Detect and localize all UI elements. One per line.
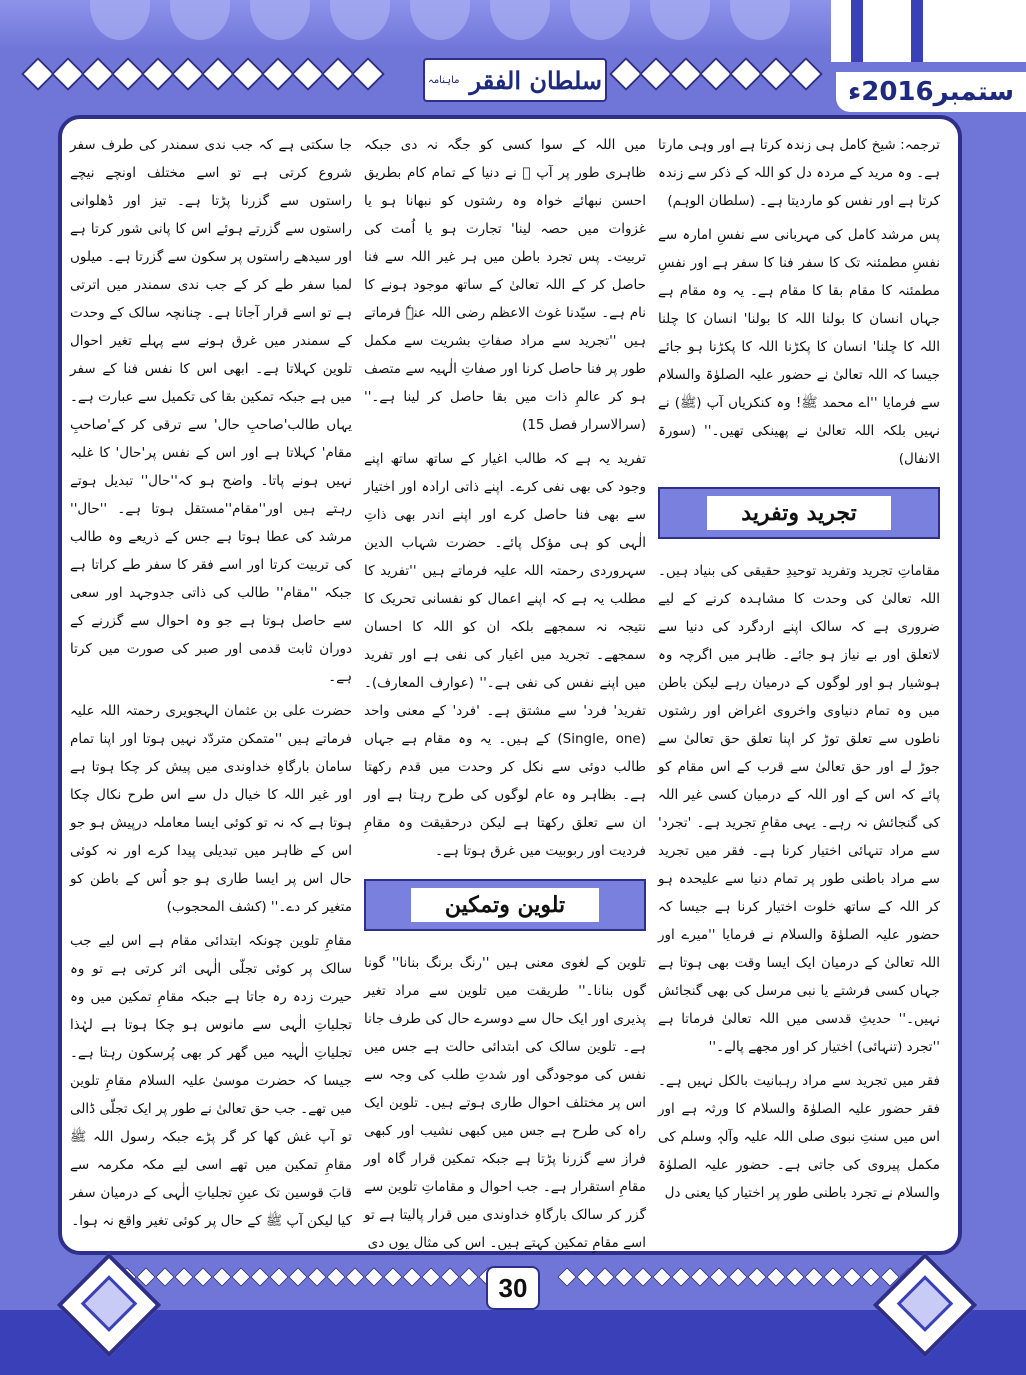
flower-petal-ornament: [250, 0, 310, 40]
small-diamond-icon: [671, 1267, 691, 1287]
small-diamond-icon: [440, 1267, 460, 1287]
section-heading: تلوین وتمکین: [411, 888, 599, 922]
small-diamond-row: [560, 1270, 935, 1284]
paragraph: مقاماتِ تجرید وتفرید توحیدِ حقیقی کی بنیاد ہیں۔ اللہ تعالیٰ کی وحدت کا مشاہدہ کرنے کے لیے ضروری ہے کہ سالک اپنے اردگرد کی دنیا سے لاتعلق اور بے نیاز ہو جائے۔ ظاہر میں اگرچہ وہ ہوشیار ہو اور لوگوں کے درمیان رہے لیکن باطن میں وہ تمام دنیاوی واخروی اغراض اور رشتوں ناطوں سے تعلق توڑ کر اپنا تعلق حق تعالیٰ سے جوڑ لے اور حق تعالیٰ سے قرب کے اس مقام کو پائے کہ اس کے اور اللہ کے درمیان کسی غیر اللہ کی گنجائش نہ رہے۔ یہی مقامِ تجرید ہے۔ 'تجرد' سے مراد تنہائی اختیار کرنا ہے۔ فقر میں تجرید سے مراد باطنی طور پر تمام دنیا سے علیحدہ ہو کر اللہ کے ساتھ خلوت اختیار کرنا ہے جیسا کہ حضور علیہ الصلوٰۃ والسلام نے فرمایا ''میرے اور اللہ تعالیٰ کے درمیان ایک ایسا وقت بھی ہوتا ہے جہاں کسی فرشتے یا نبی مرسل کی بھی گنجائش نہیں۔'' حدیثِ قدسی میں اللہ تعالیٰ فرماتا ہے ''تجرد (تنہائی) اختیار کر اور مجھے پالے۔'': [658, 563, 940, 1055]
small-diamond-icon: [231, 1267, 251, 1287]
flower-petal-ornament: [330, 0, 390, 40]
small-diamond-icon: [614, 1267, 634, 1287]
small-diamond-icon: [307, 1267, 327, 1287]
diamond-icon: [51, 57, 85, 91]
diamond-ornament-row-right: [614, 62, 818, 86]
diamond-icon: [669, 57, 703, 91]
flower-petal-ornament: [650, 0, 710, 40]
page-number: 30: [486, 1266, 540, 1310]
diamond-icon: [81, 57, 115, 91]
diamond-icon: [609, 57, 643, 91]
paragraph: حضرت علی بن عثمان الہجویری رحمتہ اللہ علیہ فرماتے ہیں ''متمکن متردّد نہیں ہوتا اور اپنا تمام سامان بارگاہِ خداوندی میں پیش کر چکا ہوتا ہے اور غیر اللہ کا خیال دل سے اس طرح نکال چکا ہوتا ہے کہ نہ تو کوئی ایسا معاملہ درپیش ہو جو اس کے ظاہر میں تبدیلی پیدا کرے اور نہ کوئی حال اس پر ایسا طاری ہو جو اُس کے باطن کو متغیر کر دے۔'' (کشف المحجوب): [70, 703, 352, 915]
diamond-icon: [729, 57, 763, 91]
logo-title: سلطان الفقر: [469, 65, 603, 95]
text-column-middle: [364, 131, 646, 1251]
diamond-icon: [351, 57, 385, 91]
paragraph: فقر میں تجرید سے مراد رہبانیت بالکل نہیں ہے۔ فقر حضور علیہ الصلوٰۃ والسلام کا ورثہ ہے اور اس میں سنتِ نبوی صلی اللہ علیہ وآلہٖ وسلم کی مکمل پیروی کی جاتی ہے۔ حضور علیہ الصلوٰۃ والسلام نے تجرد باطنی طور پر اختیار کیا یعنی دل: [658, 1073, 940, 1201]
diamond-icon: [639, 57, 673, 91]
small-diamond-icon: [576, 1267, 596, 1287]
small-diamond-icon: [383, 1267, 403, 1287]
small-diamond-icon: [709, 1267, 729, 1287]
small-diamond-icon: [326, 1267, 346, 1287]
small-diamond-icon: [212, 1267, 232, 1287]
small-diamond-icon: [288, 1267, 308, 1287]
diamond-ornament-row-left: [26, 62, 380, 86]
paragraph: تلوین کے لغوی معنی ہیں ''رنگ برنگ بنانا'' گونا گوں بنانا۔'' طریقت میں تلوین سے مراد تغیر پذیری اور ایک حال سے دوسرے حال کی طرف جانا ہے۔ تلوین سالک کی ابتدائی حالت ہے جس میں نفس کی موجودگی اور شدتِ طلب کی وجہ سے اس پر مختلف احوال طاری ہوتے ہیں۔ تلوین ایک راہ کی طرح ہے جس میں کبھی نشیب اور کبھی فراز سے گزرنا پڑتا ہے جبکہ تمکین قرار گاہ اور مقامِ استقرار ہے۔ جب احوال و مقاماتِ تلوین سے گزر کر سالک بارگاہِ خداوندی میں قرار پالیتا ہے تو اسے مقامِ تمکین کہتے ہیں۔ اس کی مثال یوں دی: [364, 955, 646, 1251]
small-diamond-icon: [823, 1267, 843, 1287]
magazine-logo: [423, 58, 607, 102]
paragraph: تفرید یہ ہے کہ طالب اغیار کے ساتھ ساتھ اپنے وجود کی بھی نفی کرے۔ اپنے ذاتی ارادہ اور اختیار سے بھی فنا حاصل کرے اور اپنے اندر بھی ذاتِ الٰہی کو ہی مؤکل پائے۔ حضرت شہاب الدین سہروردی رحمتہ اللہ علیہ فرماتے ہیں ''تفرید کا مطلب یہ ہے کہ اپنے اعمال کو نفسانی تحریک کا نتیجہ نہ سمجھے بلکہ ان کو اللہ کا احسان سمجھے۔ تجرید میں اغیار کی نفی ہے اور تفرید میں اپنے نفس کی نفی ہے۔'' (عوارف المعارف)۔ تفرید' فرد' سے مشتق ہے۔ 'فرد' کے معنی واحد (Single, one) کے ہیں۔ یہ وہ مقام ہے جہاں طالب دوئی سے نکل کر وحدت میں قدم رکھتا ہے۔ بظاہر وہ عام لوگوں کی طرح رہتا ہے اور ان سے تعلق رکھتا ہے لیکن درحقیقت وہ مقامِ فردیت اور ربوبیت میں غرق ہوتا ہے۔: [364, 451, 646, 859]
diamond-icon: [321, 57, 355, 91]
small-diamond-icon: [345, 1267, 365, 1287]
section-heading-box: [658, 487, 940, 539]
diamond-icon: [231, 57, 265, 91]
small-diamond-icon: [804, 1267, 824, 1287]
small-diamond-icon: [364, 1267, 384, 1287]
paragraph: پس مرشد کامل کی مہربانی سے نفسِ امارہ سے نفسِ مطمئنہ تک کا سفر فنا کا سفر ہے اور نفسِ مطمئنہ کا مقام بقا کا مقام ہے۔ یہ وہ مقام ہے جہاں انسان کا بولنا اللہ کا بولنا' انسان کا چلنا اللہ کا چلنا' انسان کا پکڑنا اللہ کا پکڑنا ہو جائے جیسا کہ اللہ تعالیٰ نے حضور علیہ الصلوٰۃ والسلام سے فرمایا ''اے محمد ﷺ! وہ کنکریاں آپ (ﷺ) نے نہیں بلکہ اللہ تعالیٰ نے پھینکی تھیں۔'' (سورۃ الانفال): [658, 227, 940, 467]
flower-petal-ornament: [170, 0, 230, 40]
small-diamond-icon: [747, 1267, 767, 1287]
small-diamond-icon: [250, 1267, 270, 1287]
strip-bar: [851, 0, 863, 62]
diamond-icon: [759, 57, 793, 91]
text-column-left: [70, 131, 352, 1241]
section-heading-box: [364, 879, 646, 931]
flower-petal-ornament: [490, 0, 550, 40]
text-column-right: [658, 131, 940, 1241]
flower-petal-ornament: [570, 0, 630, 40]
strip-bar: [911, 0, 923, 62]
diamond-icon: [21, 57, 55, 91]
diamond-icon: [171, 57, 205, 91]
diamond-icon: [261, 57, 295, 91]
flower-petal-ornament: [410, 0, 470, 40]
small-diamond-icon: [402, 1267, 422, 1287]
paragraph: جا سکتی ہے کہ جب ندی سمندر کی طرف سفر شروع کرتی ہے تو اسے مختلف اونچے نیچے راستوں سے گزرنا پڑتا ہے۔ تیز اور ڈھلوانی راستوں سے گزرتے ہوئے اس کا پانی شور کرتا ہے اور سیدھے راستوں پر سکون سے گزرتا ہے۔ میلوں لمبا سفر طے کر کے جب ندی سمندر میں اترتی ہے تو اسے قرار آجاتا ہے۔ چنانچہ سالک کے وحدت کے سمندر میں غرق ہونے سے پہلے تغیر احوال تلوین کہلاتا ہے۔ ابھی اس کا نفس فنا کے سفر میں ہے جبکہ تمکین بقا کی تکمیل سے عبارت ہے۔ یہاں طالب'صاحبِ حال' سے ترقی کر کے'صاحبِ مقام' کہلاتا ہے اور اس کے نفس پر'حال' کا غلبہ نہیں ہونے پاتا۔ واضح ہو کہ''حال'' تبدیل ہوتے رہتے ہیں اور''مقام''مستقل ہوتا ہے۔ ''حال'' مرشد کی عطا ہوتا ہے جس کے ذریعے وہ طالب کی تربیت کرتا اور اسے فقر کا سفر طے کراتا ہے جبکہ ''مقام'' طالب کی ذاتی جدوجہد اور سعی سے حاصل ہوتا ہے جو وہ احوال سے گزرنے کے دوران ثابت قدمی اور صبر کی صورت میں کرتا ہے۔: [70, 137, 352, 685]
paragraph: مقامِ تلوین چونکہ ابتدائی مقام ہے اس لیے جب سالک پر کوئی تجلّی الٰہی اثر کرتی ہے تو وہ حیرت زدہ رہ جاتا ہے جبکہ مقامِ تمکین میں وہ تجلیاتِ الٰہی سے مانوس ہو چکا ہوتا ہے لہٰذا تجلیاتِ الٰہیہ میں گھر کر بھی پُرسکون رہتا ہے۔ جیسا کہ حضرت موسیٰ علیہ السلام مقامِ تلوین میں تھے۔ جب حق تعالیٰ نے طور پر ایک تجلّی ڈالی تو آپ غش کھا کر گر پڑے جبکہ رسول اللہ ﷺ مقامِ تمکین میں تھے اسی لیے مکہ مکرمہ سے قابَ قوسین تک عینِ تجلیاتِ الٰہی کے درمیان سفر کیا لیکن آپ ﷺ کے حال پر کوئی تغیر واقع نہ ہوا۔: [70, 933, 352, 1229]
small-diamond-row: [120, 1270, 495, 1284]
diamond-icon: [111, 57, 145, 91]
top-right-strip: [831, 0, 1026, 62]
small-diamond-icon: [785, 1267, 805, 1287]
paragraph: میں اللہ کے سوا کسی کو جگہ نہ دی جبکہ ظاہری طور پر آپ ﷺ نے دنیا کے تمام کام بطریق احسن نبھائے خواہ وہ رشتوں کو نبھانا ہو یا غزوات میں حصہ لینا' تجارت ہو یا اُمت کی تربیت۔ پس تجرد باطن میں ہر غیر اللہ سے فنا حاصل کر کے اللہ تعالیٰ کے ساتھ موجود ہونے کا نام ہے۔ سیّدنا غوث الاعظم رضی اللہ عنہٗ فرماتے ہیں ''تجرید سے مراد صفاتِ بشریت سے مکمل طور پر فنا حاصل کرنا اور صفاتِ الٰہیہ سے متصف ہو کر عالمِ ذات میں بقا حاصل کر لینا ہے۔'' (سرالاسرار فصل 15): [364, 137, 646, 433]
article-panel: [58, 115, 962, 1255]
diamond-icon: [291, 57, 325, 91]
small-diamond-icon: [595, 1267, 615, 1287]
small-diamond-icon: [652, 1267, 672, 1287]
small-diamond-icon: [155, 1267, 175, 1287]
small-diamond-icon: [633, 1267, 653, 1287]
diamond-icon: [789, 57, 823, 91]
small-diamond-icon: [269, 1267, 289, 1287]
footer-band: [0, 1310, 1026, 1375]
paragraph: ترجمہ: شیخ کامل ہی زندہ کرتا ہے اور وہی مارتا ہے۔ وہ مرید کے مردہ دل کو اللہ کے ذکر سے زندہ کرتا ہے اور نفس کو ماردیتا ہے۔ (سلطان الوہم): [657, 137, 940, 209]
flower-petal-ornament: [90, 0, 150, 40]
flower-petal-ornament: [730, 0, 790, 40]
small-diamond-icon: [861, 1267, 881, 1287]
small-diamond-icon: [766, 1267, 786, 1287]
issue-date: ستمبر2016ء: [836, 72, 1026, 112]
section-heading: تجرید وتفرید: [707, 496, 890, 530]
diamond-icon: [699, 57, 733, 91]
small-diamond-icon: [421, 1267, 441, 1287]
small-diamond-icon: [728, 1267, 748, 1287]
small-diamond-icon: [174, 1267, 194, 1287]
small-diamond-icon: [193, 1267, 213, 1287]
small-diamond-icon: [557, 1267, 577, 1287]
small-diamond-icon: [690, 1267, 710, 1287]
diamond-icon: [201, 57, 235, 91]
diamond-icon: [141, 57, 175, 91]
small-diamond-icon: [842, 1267, 862, 1287]
small-diamond-icon: [459, 1267, 479, 1287]
logo-prefix: ماہنامہ: [427, 74, 460, 86]
